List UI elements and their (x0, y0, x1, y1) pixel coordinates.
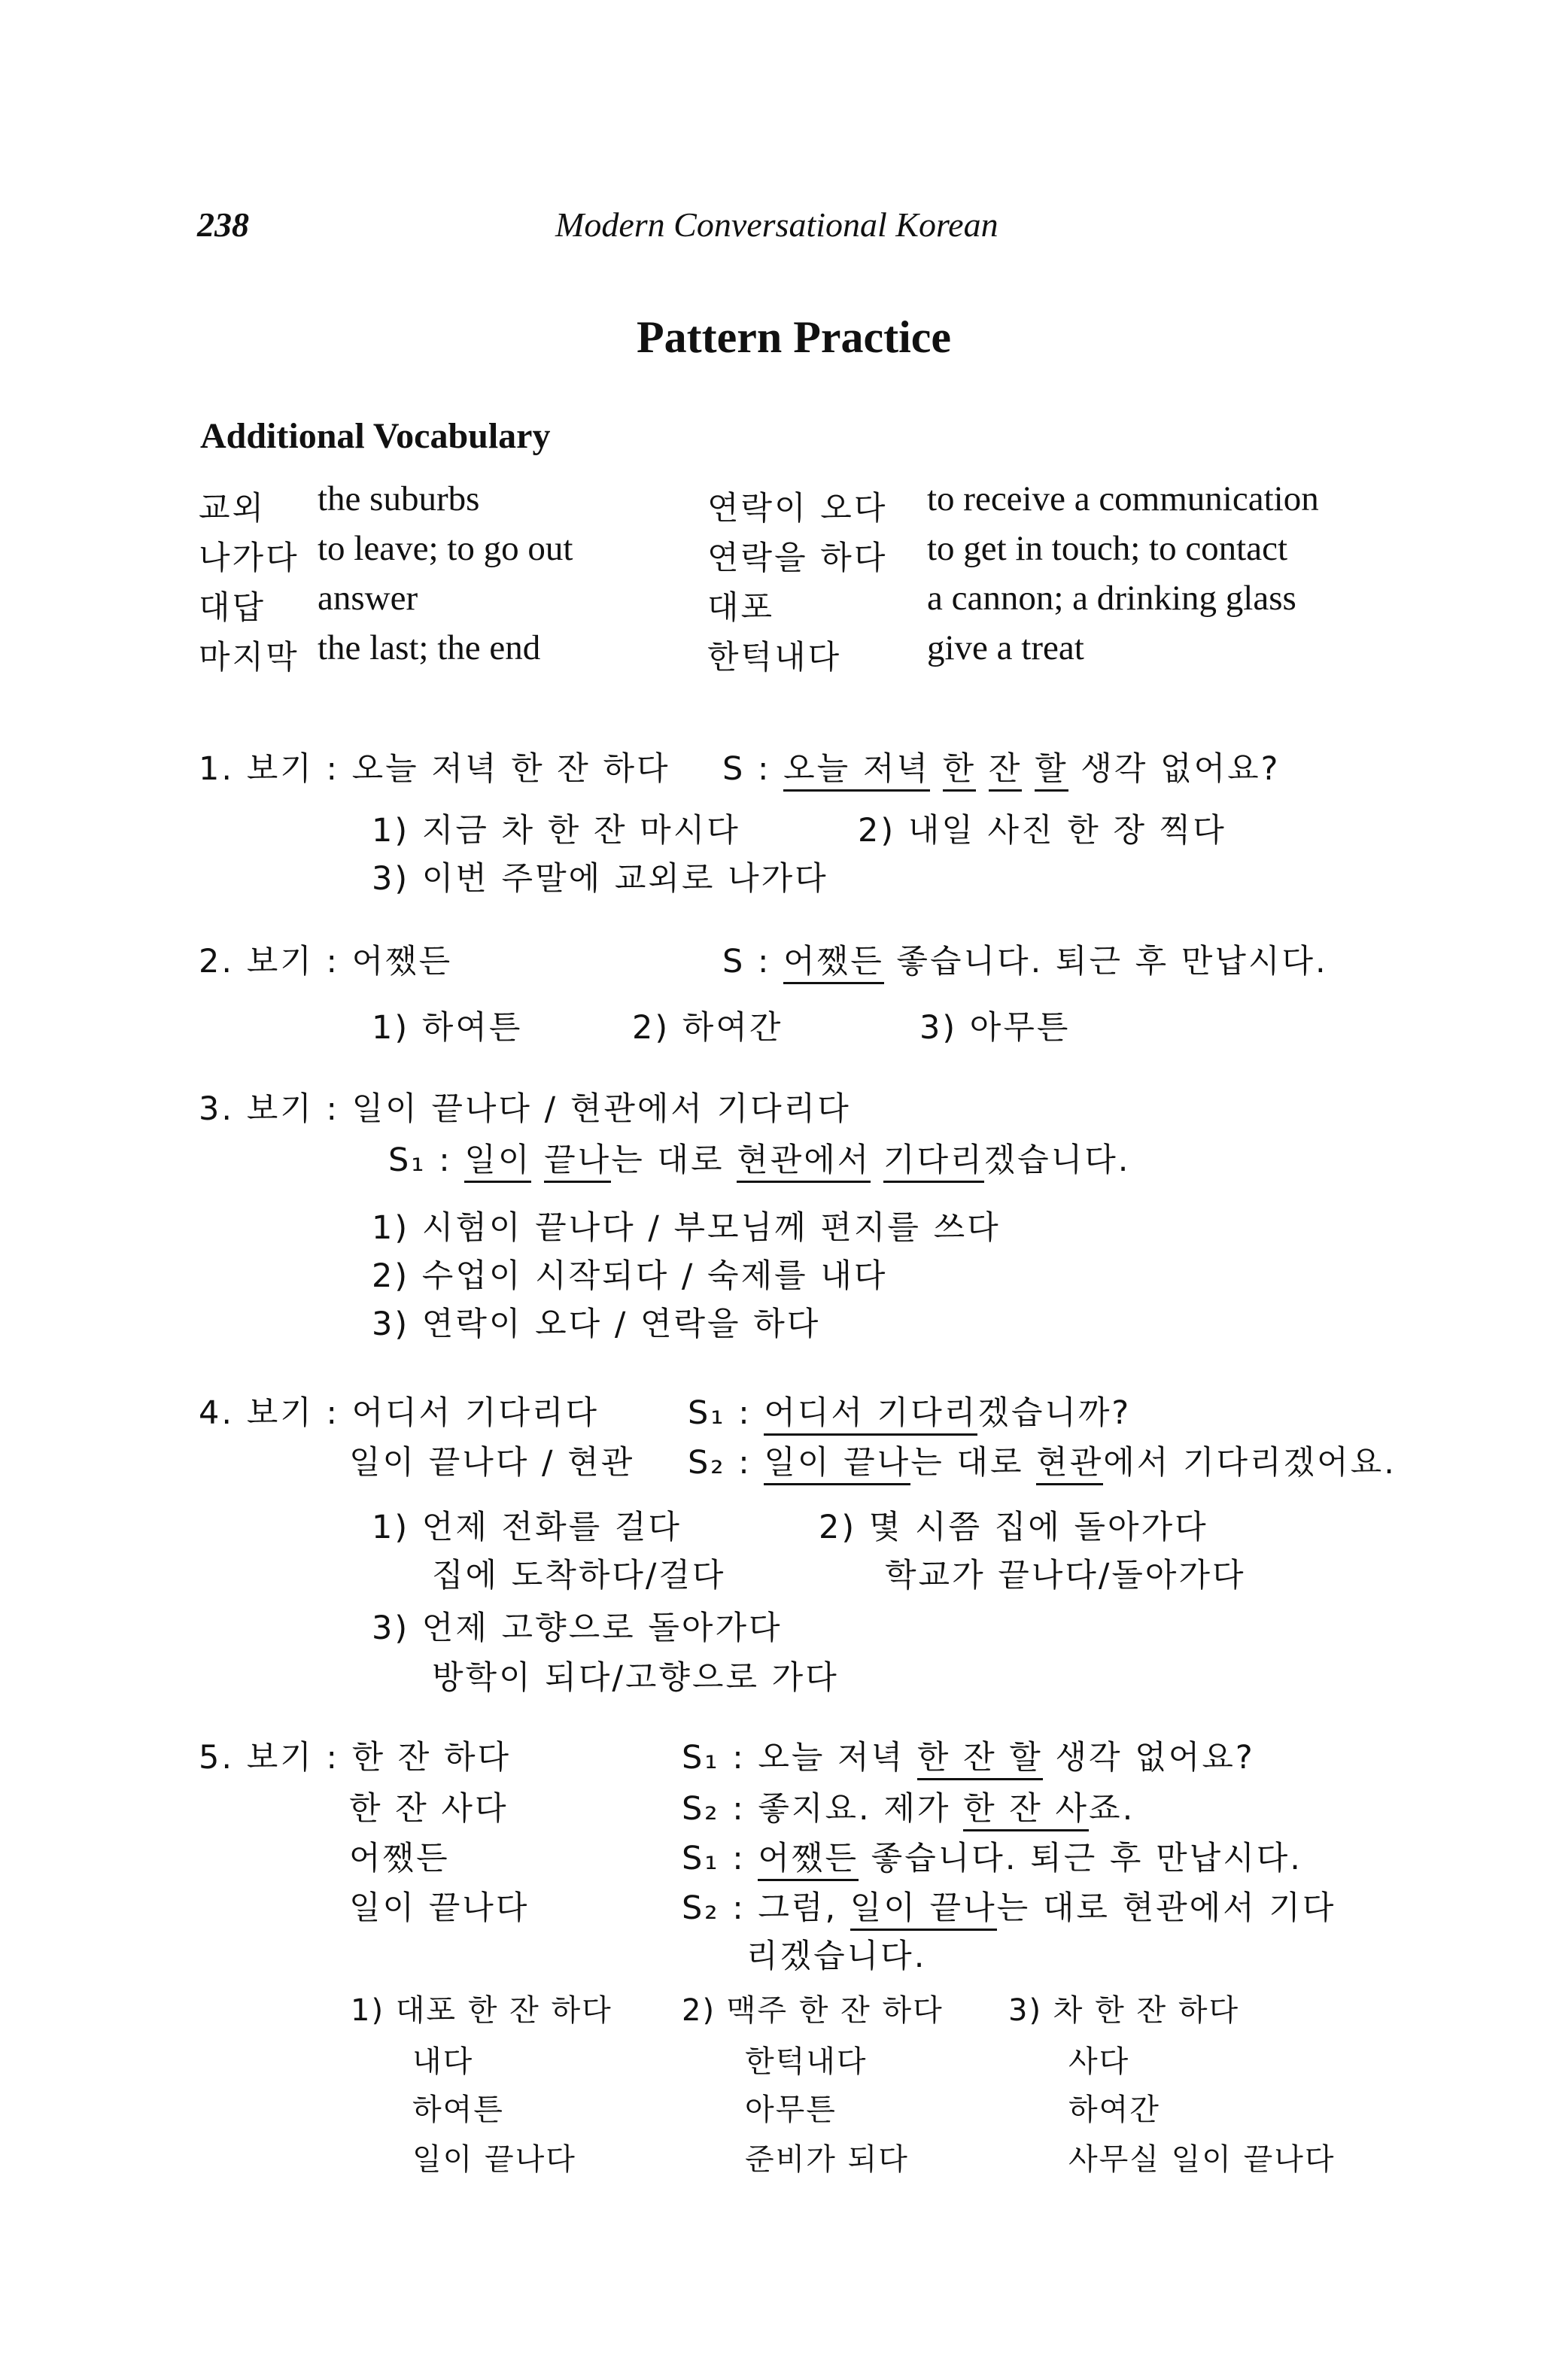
vocab-en: give a treat (927, 628, 1084, 667)
ex2-item-1: 1) 하여튼 (372, 1009, 523, 1047)
vocab-ko: 대답 (199, 589, 266, 627)
ex4-answer-2 (688, 1437, 1397, 1483)
underlined-phrase: 한 잔 사 (963, 1790, 1089, 1831)
answer-part: 는 대로 (910, 1444, 1024, 1482)
underlined-phrase: 한 잔 할 (917, 1739, 1043, 1780)
answer-ending: 생각 없어요? (1081, 750, 1281, 788)
underlined-word: 잔 (989, 750, 1023, 792)
speaker-s: S : (722, 750, 771, 788)
ex4-item-2-cue: 학교가 끝나다/돌아가다 (885, 1557, 1246, 1594)
ex5-line-2 (682, 1783, 1135, 1829)
ex5-cue: 일이 끝나다 (349, 1889, 530, 1927)
underlined-phrase: 오늘 저녁 (783, 750, 930, 792)
underlined-phrase: 일이 끝나 (764, 1444, 910, 1485)
answer-part: 는 대로 (611, 1141, 725, 1179)
speaker-s1: S₁ : (388, 1141, 452, 1179)
ex5-cue: 어쨌든 (349, 1840, 450, 1877)
answer-part: 겠습니까? (977, 1394, 1132, 1432)
ex3-item-3: 3) 연락이 오다 / 연락을 하다 (372, 1306, 821, 1343)
answer-part: 좋지요. 제가 (758, 1790, 951, 1828)
ex5-col1-item: 내다 (412, 2044, 474, 2079)
ex5-line-3 (682, 1833, 1302, 1879)
vocab-en: the suburbs (318, 479, 480, 518)
underlined-word: 끝나 (544, 1141, 611, 1183)
answer-part: 오늘 저녁 (758, 1739, 905, 1777)
ex2-answer (722, 936, 1328, 982)
ex5-col2-item: 준비가 되다 (745, 2142, 909, 2177)
speaker-s2: S₂ : (688, 1444, 752, 1482)
ex4-label: 4. 보기 : 어디서 기다리다 (199, 1394, 600, 1432)
underlined-word: 한 (943, 750, 977, 792)
answer-part: 좋습니다. 퇴근 후 만납시다. (871, 1840, 1302, 1877)
ex5-col1-item: 하여튼 (412, 2093, 504, 2127)
speaker-s1: S₁ : (688, 1394, 752, 1432)
ex5-line-4 (682, 1883, 1336, 1929)
underlined-word: 어쨌든 (783, 943, 884, 984)
ex5-col2-item: 아무튼 (745, 2093, 837, 2127)
page-number: 238 (197, 205, 249, 244)
answer-part: 에서 기다리겠어요. (1103, 1444, 1397, 1482)
ex1-item-1: 1) 지금 차 한 잔 마시다 (372, 812, 740, 850)
ex3-item-2: 2) 수업이 시작되다 / 숙제를 내다 (372, 1257, 888, 1295)
vocab-en: answer (318, 579, 418, 618)
answer-part: 죠. (1089, 1790, 1135, 1828)
ex4-label-2: 일이 끝나다 / 현관 (349, 1444, 635, 1482)
answer-rest: 좋습니다. 퇴근 후 만납시다. (896, 943, 1328, 980)
vocab-en: a cannon; a drinking glass (927, 579, 1296, 618)
ex2-label: 2. 보기 : 어쨌든 (199, 943, 453, 980)
underlined-word: 할 (1035, 750, 1068, 792)
underlined-phrase: 어디서 기다리 (764, 1394, 977, 1436)
ex1-item-3: 3) 이번 주말에 교외로 나가다 (372, 860, 828, 898)
underlined-word: 현관에서 (737, 1141, 871, 1183)
ex1-item-2: 2) 내일 사진 한 장 찍다 (858, 812, 1226, 850)
ex5-line-4-cont: 리겠습니다. (746, 1938, 927, 1975)
vocab-ko: 대포 (707, 589, 775, 627)
vocab-en: the last; the end (318, 628, 541, 667)
ex4-item-3-cue: 방학이 되다/고향으로 가다 (432, 1659, 839, 1697)
ex5-col2-item: 2) 맥주 한 잔 하다 (682, 1993, 944, 2028)
vocab-heading: Additional Vocabulary (200, 416, 551, 456)
ex4-item-1-cue: 집에 도착하다/걸다 (432, 1557, 726, 1594)
book-title: Modern Conversational Korean (555, 205, 998, 244)
vocab-ko: 한턱내다 (707, 639, 842, 676)
answer-part: 겠습니다. (983, 1141, 1131, 1179)
speaker-s2: S₂ : (682, 1790, 746, 1828)
ex5-col1-item: 1) 대포 한 잔 하다 (351, 1993, 612, 2028)
vocab-ko: 연락이 오다 (707, 490, 888, 527)
underlined-word: 현관 (1036, 1444, 1103, 1485)
ex5-cue: 한 잔 사다 (349, 1790, 509, 1828)
vocab-ko: 교외 (199, 490, 266, 527)
ex5-col3-item: 사무실 일이 끝나다 (1068, 2142, 1336, 2177)
ex5-line-1 (682, 1732, 1255, 1778)
ex5-col2-item: 한턱내다 (745, 2044, 868, 2079)
ex3-item-1: 1) 시험이 끝나다 / 부모님께 편지를 쓰다 (372, 1209, 1001, 1247)
ex4-item-2: 2) 몇 시쯤 집에 돌아가다 (819, 1509, 1208, 1546)
underlined-phrase: 일이 끝나 (850, 1889, 997, 1931)
answer-part: 그럼, (758, 1889, 838, 1927)
speaker-s: S : (722, 943, 771, 980)
ex4-item-1: 1) 언제 전화를 걸다 (372, 1509, 682, 1546)
vocab-en: to receive a communication (927, 479, 1319, 518)
ex5-col3-item: 하여간 (1068, 2093, 1160, 2127)
ex3-label: 3. 보기 : 일이 끝나다 / 현관에서 기다리다 (199, 1090, 851, 1128)
ex5-col3-item: 3) 차 한 잔 하다 (1008, 1993, 1240, 2028)
ex4-item-3: 3) 언제 고향으로 돌아가다 (372, 1609, 783, 1647)
ex5-col1-item: 일이 끝나다 (412, 2142, 576, 2177)
ex2-item-3: 3) 아무튼 (919, 1009, 1071, 1047)
vocab-ko: 연락을 하다 (707, 540, 888, 577)
vocab-ko: 마지막 (199, 639, 299, 676)
underlined-word: 어쨌든 (758, 1840, 859, 1881)
vocab-en: to get in touch; to contact (927, 529, 1288, 568)
speaker-s1: S₁ : (682, 1739, 746, 1777)
speaker-s1: S₁ : (682, 1840, 746, 1877)
ex4-answer-1 (688, 1388, 1131, 1433)
ex2-item-2: 2) 하여간 (632, 1009, 783, 1047)
ex5-label: 5. 보기 : 한 잔 하다 (199, 1739, 512, 1777)
vocab-en: to leave; to go out (318, 529, 573, 568)
answer-part: 는 대로 현관에서 기다 (996, 1889, 1336, 1927)
underlined-word: 기다리 (883, 1141, 984, 1183)
speaker-s2: S₂ : (682, 1889, 746, 1927)
ex1-label: 1. 보기 : 오늘 저녁 한 잔 하다 (199, 750, 670, 788)
underlined-word: 일이 (464, 1141, 531, 1183)
ex1-answer (722, 743, 1280, 789)
vocab-ko: 나가다 (199, 540, 299, 577)
ex3-answer (388, 1135, 1130, 1181)
page-title: Pattern Practice (637, 312, 952, 362)
ex5-col3-item: 사다 (1068, 2044, 1130, 2079)
answer-part: 생각 없어요? (1055, 1739, 1255, 1777)
